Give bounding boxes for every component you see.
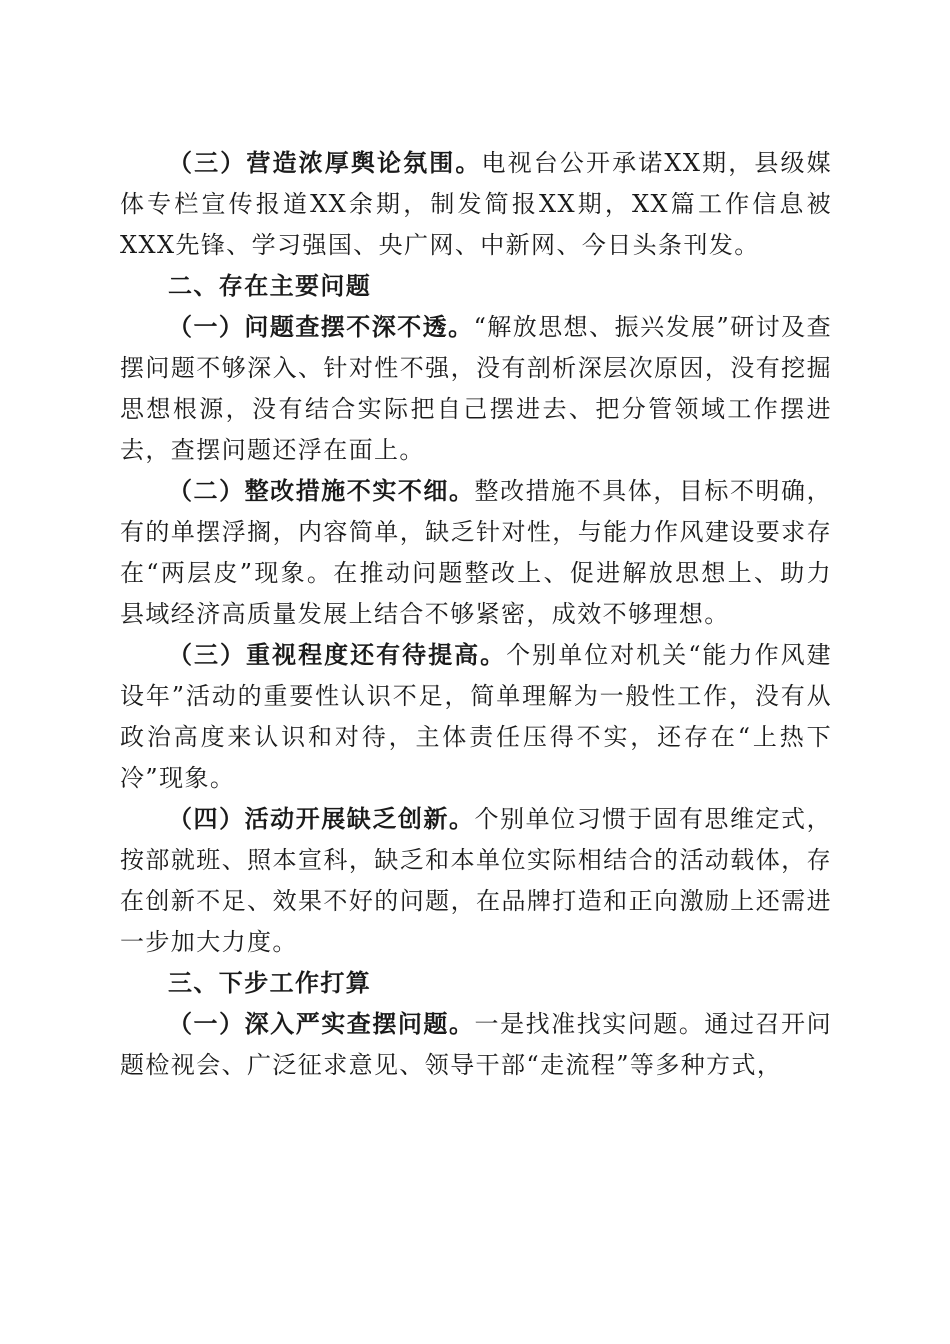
paragraph-lead: （三）营造浓厚舆论氛围。 [168,149,482,177]
document-body [120,143,832,1086]
paragraph-lead: （四）活动开展缺乏创新。 [168,805,475,833]
paragraph-problem-1 [120,307,832,471]
section-heading-problems: 二、存在主要问题 [168,272,372,300]
paragraph-text: 个别单位习惯于固有思维定式，按部就班、照本宣科，缺乏和本单位实际相结合的活动载体，存在创新不足、效果不好的问题，在品牌打造和正向激励上还需进一步加大力度。 [120,805,832,956]
paragraph-lead: （二）整改措施不实不细。 [168,477,475,505]
section-heading-next-steps: 三、下步工作打算 [168,969,372,997]
paragraph-text: 一是找准找实问题。通过召开问题检视会、广泛征求意见、领导干部“走流程”等多种方式， [120,1010,832,1079]
paragraph-text: 电视台公开承诺XX期，县级媒体专栏宣传报道XX余期，制发简报XX期，XX篇工作信息被XXX先锋、学习强国、央广网、中新网、今日头条刊发。 [120,149,832,259]
paragraph-problem-4 [120,799,832,963]
paragraph-problem-2 [120,471,832,635]
paragraph-lead: （一）深入严实查摆问题。 [168,1010,475,1038]
paragraph-text: 个别单位对机关“能力作风建设年”活动的重要性认识不足，简单理解为一般性工作，没有从政治高度来认识和对待，主体责任压得不实，还存在“上热下冷”现象。 [120,641,832,792]
paragraph-problem-3 [120,635,832,799]
paragraph-publicity [120,143,832,266]
paragraph-text: “解放思想、振兴发展”研讨及查摆问题不够深入、针对性不强，没有剖析深层次原因，没有挖掘思想根源，没有结合实际把自己摆进去、把分管领域工作摆进去，查摆问题还浮在面上。 [120,313,832,464]
paragraph-lead: （一）问题查摆不深不透。 [168,313,474,341]
paragraph-next-step-1 [120,1004,832,1086]
paragraph-text: 整改措施不具体，目标不明确，有的单摆浮搁，内容简单，缺乏针对性，与能力作风建设要求存在“两层皮”现象。在推动问题整改上、促进解放思想上、助力县域经济高质量发展上结合不够紧密，成效不够理想。 [120,477,832,628]
paragraph-lead: （三）重视程度还有待提高。 [168,641,507,669]
